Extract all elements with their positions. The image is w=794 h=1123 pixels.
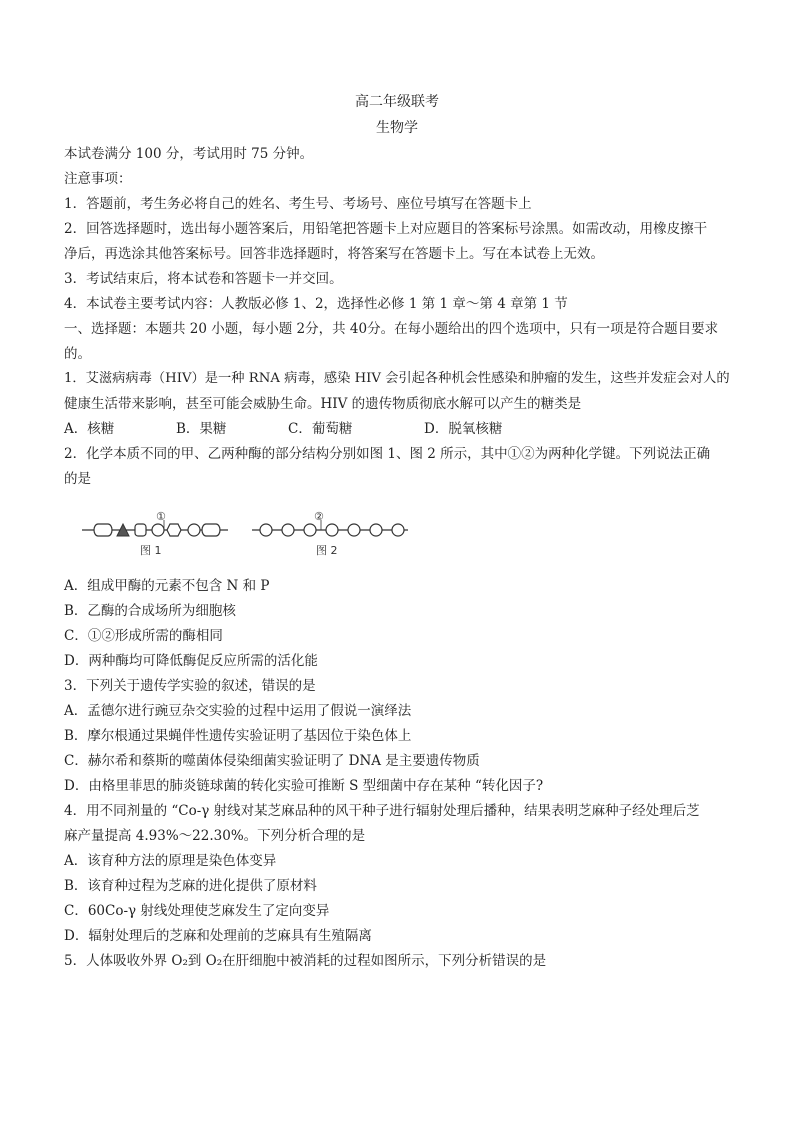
- q4-stem-line1: 4．用不同剂量的 “Co-γ 射线对某芝麻品种的风干种子进行辐射处理后播种，结果表明芝麻种子经处理后芝: [64, 803, 700, 819]
- q3-option-d: D．由格里菲思的肺炎链球菌的转化实验可推断 S 型细菌中存在某种 “转化因子?: [64, 778, 544, 794]
- figure-1-label: 图 1: [140, 544, 162, 557]
- exam-title: 高二年级联考: [355, 94, 439, 110]
- section-heading-line2: 的。: [64, 346, 91, 362]
- figure-1-bond-mark: ①: [156, 510, 166, 523]
- q3-option-b: B．摩尔根通过果蝇伴性遗传实验证明了基因位于染色体上: [64, 728, 412, 744]
- notice-3: 3．考试结束后，将本试卷和答题卡一并交回。: [64, 271, 343, 287]
- q2-stem-line2: 的是: [64, 471, 91, 487]
- notice-4: 4．本试卷主要考试内容：人教版必修 1、2，选择性必修 1 第 1 章～第 4 章第 1 节: [64, 296, 568, 312]
- q2-option-a: A．组成甲酶的元素不包含 N 和 P: [64, 578, 270, 594]
- score-time-line: 本试卷满分 100 分，考试用时 75 分钟。: [64, 146, 314, 162]
- figure-2-enzyme-chain: [252, 510, 408, 557]
- q1-option-a: A．核糖: [64, 421, 115, 437]
- q1-option-b: B．果糖: [176, 421, 227, 437]
- q3-stem: 3．下列关于遗传学实验的叙述，错误的是: [64, 678, 316, 694]
- notice-1: 1．答题前，考生务必将自己的姓名、考生号、考场号、座位号填写在答题卡上: [64, 196, 532, 212]
- figure-1-enzyme-chain: [82, 510, 228, 557]
- notice-2-line1: 2．回答选择题时，选出每小题答案后，用铅笔把答题卡上对应题目的答案标号涂黑。如需改动，用橡皮擦干: [64, 221, 708, 237]
- q4-option-a: A．该育种方法的原理是染色体变异: [64, 853, 277, 869]
- q2-option-b: B．乙酶的合成场所为细胞核: [64, 603, 236, 619]
- q2-figures: [80, 508, 420, 564]
- q2-option-d: D．两种酶均可降低酶促反应所需的活化能: [64, 653, 318, 669]
- figure-2-label: 图 2: [316, 544, 338, 557]
- q1-option-d: D．脱氧核糖: [424, 421, 503, 437]
- section-heading-line1: 一、选择题：本题共 20 小题，每小题 2分，共 40分。在每小题给出的四个选项中，只有一项是符合题目要求: [64, 321, 719, 337]
- q1-options: [64, 417, 734, 437]
- exam-subject: 生物学: [376, 120, 418, 136]
- figure-2-bond-mark: ②: [314, 510, 324, 523]
- q5-stem: 5．人体吸收外界 O₂到 O₂在肝细胞中被消耗的过程如图所示，下列分析错误的是: [64, 953, 547, 969]
- q3-option-c: C．赫尔希和蔡斯的噬菌体侵染细菌实验证明了 DNA 是主要遗传物质: [64, 753, 480, 769]
- q1-stem-line1: 1．艾滋病病毒（HIV）是一种 RNA 病毒，感染 HIV 会引起各种机会性感染和肿瘤的发生，这些并发症会对人的: [64, 371, 730, 386]
- q3-option-a: A．孟德尔进行豌豆杂交实验的过程中运用了假说一演绎法: [64, 703, 412, 719]
- notice-heading: 注意事项：: [64, 171, 132, 187]
- q2-stem-line1: 2．化学本质不同的甲、乙两种酶的部分结构分别如图 1、图 2 所示，其中①②为两种化学键。下列说法正确: [64, 446, 711, 462]
- q4-option-b: B．该育种过程为芝麻的进化提供了原材料: [64, 878, 317, 894]
- q4-option-c: C．60Co-γ 射线处理使芝麻发生了定向变异: [64, 903, 330, 919]
- q4-option-d: D．辐射处理后的芝麻和处理前的芝麻具有生殖隔离: [64, 928, 372, 944]
- q4-stem-line2: 麻产量提高 4.93%～22.30%。下列分析合理的是: [64, 828, 366, 844]
- q1-stem-line2: 健康生活带来影响，甚至可能会威胁生命。HIV 的遗传物质彻底水解可以产生的糖类是: [64, 396, 582, 412]
- notice-2-line2: 净后，再选涂其他答案标号。回答非选择题时，将答案写在答题卡上。写在本试卷上无效。: [64, 246, 604, 262]
- q2-option-c: C．①②形成所需的酶相同: [64, 628, 223, 644]
- q1-option-c: C．葡萄糖: [288, 421, 353, 437]
